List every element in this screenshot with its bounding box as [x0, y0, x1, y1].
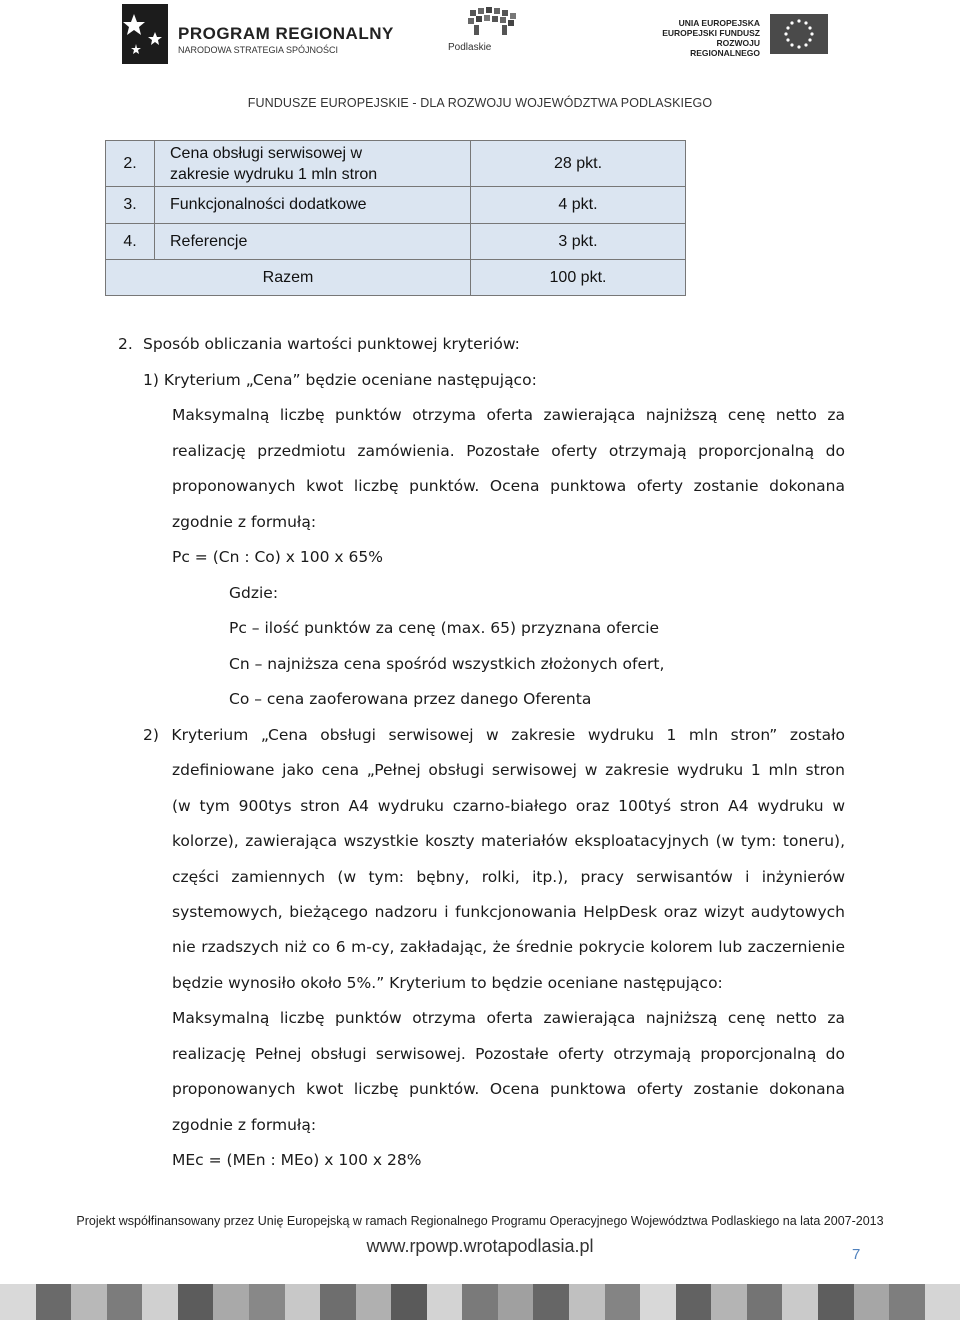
- section-number: 2.: [118, 335, 133, 353]
- criterion2-line: części zamiennych (w tym: bębny, rolki, itp.), pracy serwisantów i inżynierów: [172, 868, 845, 886]
- region-label: Podlaskie: [448, 42, 492, 53]
- page-number: 7: [852, 1246, 861, 1263]
- criterion2-line: (w tym 900tys stron A4 wydruku czarno-białego oraz 100tyś stron A4 wydruku w: [172, 797, 845, 815]
- eu-logo: [660, 14, 830, 58]
- program-subtitle: NARODOWA STRATEGIA SPÓJNOŚCI: [178, 45, 339, 55]
- criterion2-line: kolorze), zawierająca wszystkie koszty materiałów eksploatacyjnych (w tym: toneru),: [172, 832, 845, 850]
- program-title: PROGRAM REGIONALNY: [178, 24, 394, 43]
- criteria-table: [105, 140, 686, 296]
- criterion-points: 28 pkt.: [471, 141, 686, 187]
- criterion-name-line: Cena obsługi serwisowej w: [170, 144, 363, 162]
- podlaskie-logo: [440, 4, 550, 64]
- criterion2-line: nie rzadszych niż co 6 m-cy, zakładając, że średnie pokrycie kolorem lub zaczernienie: [172, 938, 845, 956]
- table-row: [106, 187, 686, 224]
- total-label: Razem: [106, 260, 471, 296]
- eu-line1: UNIA EUROPEJSKA: [678, 18, 760, 28]
- bison-icon: [440, 4, 540, 40]
- table-total-row: [106, 260, 686, 296]
- definition-item: Cn – najniższa cena spośród wszystkich złożonych ofert,: [229, 655, 665, 673]
- eu-flag-icon: [770, 14, 828, 54]
- criterion2-line: systemowych, bieżącego nadzoru i funkcjonowania HelpDesk oraz wizyt audytowych: [172, 903, 845, 921]
- eu-line2: EUROPEJSKI FUNDUSZ: [662, 28, 760, 38]
- criterion1-last-line: zgodnie z formułą:: [172, 513, 317, 531]
- criterion2-line: realizację Pełnej obsługi serwisowej. Pozostałe oferty otrzymają proporcjonalną do: [172, 1045, 845, 1063]
- criterion2-line: zdefiniowane jako cena „Pełnej obsługi serwisowej w zakresie wydruku 1 mln stron: [172, 761, 845, 779]
- criterion1-line: proponowanych kwot liczbę punktów. Ocena punktowa oferty zostanie dokonana: [172, 477, 845, 495]
- criterion1-where: Gdzie:: [229, 584, 279, 602]
- star-emblem-icon: [122, 4, 168, 64]
- section-title: Sposób obliczania wartości punktowej kryteriów:: [143, 335, 520, 353]
- definition-item: Pc – ilość punktów za cenę (max. 65) przyznana ofercie: [229, 619, 660, 637]
- table-row: [106, 224, 686, 260]
- row-number: 3.: [106, 187, 155, 224]
- criterion-points: 3 pkt.: [471, 224, 686, 260]
- eu-line3: ROZWOJU REGIONALNEGO: [690, 38, 760, 58]
- criterion-points: 4 pkt.: [471, 187, 686, 224]
- criterion2-end-line: będzie wynosiło około 5%.” Kryterium to będzie oceniane następująco:: [172, 974, 723, 992]
- criterion2-heading: 2) Kryterium „Cena obsługi serwisowej w zakresie wydruku 1 mln stron” zostało: [143, 726, 845, 744]
- footer-text: Projekt współfinansowany przez Unię Europejską w ramach Regionalnego Programu Operacyjnego Województwa Podlaskiego na lata 2007-2013: [76, 1214, 884, 1228]
- criterion-name-line: zakresie wydruku 1 mln stron: [170, 165, 378, 183]
- criterion-name: Referencje: [155, 224, 471, 260]
- criterion1-line: realizację przedmiotu zamówienia. Pozostałe oferty otrzymają proporcjonalną do: [172, 442, 845, 460]
- criterion2-line: proponowanych kwot liczbę punktów. Ocena punktowa oferty zostanie dokonana: [172, 1080, 845, 1098]
- criterion1-heading: 1) Kryterium „Cena” będzie oceniane następująco:: [143, 371, 537, 389]
- criterion2-formula: MEc = (MEn : MEo) x 100 x 28%: [172, 1151, 422, 1169]
- program-regionalny-logo: [122, 4, 394, 66]
- row-number: 2.: [106, 141, 155, 187]
- row-number: 4.: [106, 224, 155, 260]
- definition-item: Co – cena zaoferowana przez danego Oferenta: [229, 690, 592, 708]
- criterion2-line: Maksymalną liczbę punktów otrzyma oferta zawierająca najniższą cenę netto za: [172, 1009, 845, 1027]
- criterion1-formula: Pc = (Cn : Co) x 100 x 65%: [172, 548, 383, 566]
- header-tagline: FUNDUSZE EUROPEJSKIE - DLA ROZWOJU WOJEWÓDZTWA PODLASKIEGO: [247, 96, 713, 110]
- footer-stripe: [0, 1284, 960, 1320]
- footer-url: www.rpowp.wrotapodlasia.pl: [366, 1236, 594, 1256]
- eu-text: [660, 18, 760, 58]
- total-points: 100 pkt.: [471, 260, 686, 296]
- table-row: [106, 141, 686, 187]
- criterion-name: Funkcjonalności dodatkowe: [155, 187, 471, 224]
- criterion2-last-line: zgodnie z formułą:: [172, 1116, 317, 1134]
- criterion1-line: Maksymalną liczbę punktów otrzyma oferta zawierająca najniższą cenę netto za: [172, 406, 845, 424]
- criterion-name: [155, 141, 471, 187]
